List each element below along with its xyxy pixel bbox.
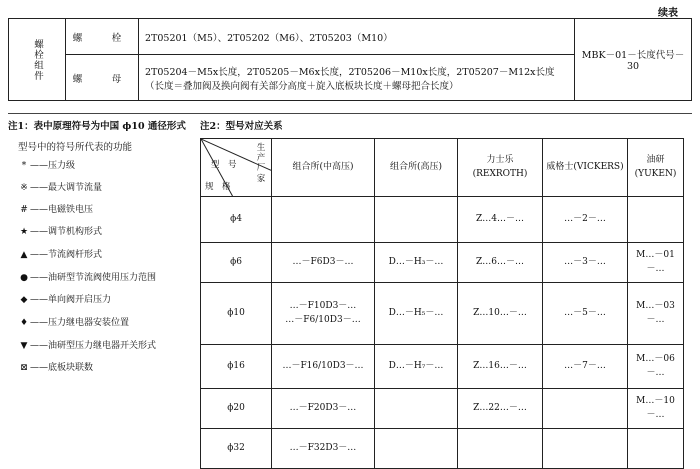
table-row — [201, 345, 684, 389]
model-cell: Z…10…－… — [458, 283, 543, 345]
legend-item — [18, 360, 93, 373]
size-cell: ϕ4 — [201, 197, 272, 243]
black-circle-icon: ● — [20, 273, 28, 283]
legend-text: ——底板块联数 — [30, 363, 94, 373]
continued-table-label: 续表 — [658, 8, 678, 19]
model-cell: …－F16/10D3－… — [272, 345, 375, 389]
col-header-2: 组合所(高压) — [375, 139, 458, 197]
nut-label: 螺 母 — [66, 55, 139, 101]
model-cell: …－F6D3－… — [272, 243, 375, 283]
black-star-icon: ★ — [19, 227, 29, 237]
section-divider — [8, 113, 692, 114]
table-row — [201, 389, 684, 429]
hash-icon: # — [20, 205, 28, 215]
model-cell: …－2－… — [543, 197, 628, 243]
model-cell: …－F32D3－… — [272, 429, 375, 469]
model-cell: Z…22…－… — [458, 389, 543, 429]
legend-item — [18, 224, 102, 237]
black-diamond-icon: ◆ — [20, 295, 28, 305]
col-header-5: 油研(YUKEN) — [628, 139, 684, 197]
note1-title: 注1：表中原理符号为中国 ϕ10 通径形式 — [8, 121, 186, 132]
model-cell — [375, 429, 458, 469]
model-cell: Z…4…－… — [458, 197, 543, 243]
model-cell: M…－06－… — [628, 345, 684, 389]
col-header-1: 组合所(中高压) — [272, 139, 375, 197]
bolt-models: 2T05201（M5）、2T05202（M6）、2T05203（M10） — [139, 19, 575, 55]
model-cell — [375, 389, 458, 429]
legend-item — [18, 315, 129, 328]
model-cell: Z…16…－… — [458, 345, 543, 389]
legend-text: ——调节机构形式 — [30, 227, 103, 237]
bolt-label: 螺 栓 — [66, 19, 139, 55]
note1-subtitle: 型号中的符号所代表的功能 — [18, 142, 133, 153]
legend-item — [18, 270, 156, 283]
model-correspondence-table — [200, 138, 684, 469]
header-row — [201, 139, 684, 197]
model-cell: …－7－… — [543, 345, 628, 389]
nut-models-line2: （长度＝叠加阀及换向阀有关部分高度＋旋入底板块长度＋螺母把合长度） — [145, 80, 459, 92]
legend-text: ——油研型节流阀使用压力范围 — [30, 273, 157, 283]
model-cell — [628, 429, 684, 469]
corner-model: 型 号 — [211, 160, 237, 170]
table-row — [201, 243, 684, 283]
table-row — [201, 283, 684, 345]
size-cell: ϕ6 — [201, 243, 272, 283]
size-cell: ϕ32 — [201, 429, 272, 469]
corner-manufacturer: 生产厂家 — [256, 143, 266, 184]
corner-spec: 规 格 — [205, 182, 231, 192]
asterisk-icon: * — [21, 161, 27, 171]
model-cell — [543, 389, 628, 429]
col-header-3: 力士乐(REXROTH) — [458, 139, 543, 197]
model-cell: D…－H₃－… — [375, 243, 458, 283]
table-row — [201, 429, 684, 469]
boxed-x-icon: ⊠ — [20, 363, 28, 373]
legend-item — [18, 158, 75, 171]
legend-text: ——电磁铁电压 — [30, 205, 94, 215]
group-label: 螺栓组件 — [9, 19, 66, 101]
model-cell: M…－10－… — [628, 389, 684, 429]
legend-text: ——压力级 — [30, 161, 76, 171]
note2-title: 注2：型号对应关系 — [200, 121, 283, 132]
legend-item — [18, 292, 111, 305]
legend-item — [18, 180, 102, 193]
model-cell — [628, 197, 684, 243]
size-cell: ϕ16 — [201, 345, 272, 389]
model-cell — [543, 429, 628, 469]
black-drop-icon: ♦ — [19, 318, 29, 328]
model-cell: M…－03－… — [628, 283, 684, 345]
bolt-assembly-table — [8, 18, 692, 101]
legend-text: ——单向阀开启压力 — [30, 295, 112, 305]
model-cell: …－F10D3－… …－F6/10D3－… — [272, 283, 375, 345]
corner-cell — [201, 139, 272, 197]
model-cell: …－5－… — [543, 283, 628, 345]
nut-models — [139, 55, 575, 101]
nut-models-line1: 2T05204－M5x长度，2T05205－M6x长度，2T05206－M10x长度，2T05207－M12x长度 — [145, 66, 555, 78]
legend-text: ——压力继电器安装位置 — [30, 318, 130, 328]
model-code: MBK－01－长度代号－30 — [575, 19, 692, 101]
model-cell: M…－01－… — [628, 243, 684, 283]
black-triangle-down-icon: ▼ — [20, 341, 28, 351]
legend-item — [18, 202, 93, 215]
col-header-4: 威格士(VICKERS) — [543, 139, 628, 197]
legend-text: ——最大调节流量 — [30, 183, 103, 193]
legend-text: ——节流阀杆形式 — [30, 250, 103, 260]
model-cell: D…－H₅－… — [375, 283, 458, 345]
model-cell: Z…6…－… — [458, 243, 543, 283]
table-row — [201, 197, 684, 243]
legend-item — [18, 338, 156, 351]
model-cell — [272, 197, 375, 243]
model-cell: D…－H₇－… — [375, 345, 458, 389]
model-cell — [458, 429, 543, 469]
model-cell: …－3－… — [543, 243, 628, 283]
black-triangle-up-icon: ▲ — [20, 250, 28, 260]
legend-text: ——油研型压力继电器开关形式 — [30, 341, 157, 351]
model-cell: …－F20D3－… — [272, 389, 375, 429]
size-cell: ϕ10 — [201, 283, 272, 345]
model-cell — [375, 197, 458, 243]
reference-mark-icon: ※ — [20, 183, 28, 193]
size-cell: ϕ20 — [201, 389, 272, 429]
legend-item — [18, 247, 102, 260]
